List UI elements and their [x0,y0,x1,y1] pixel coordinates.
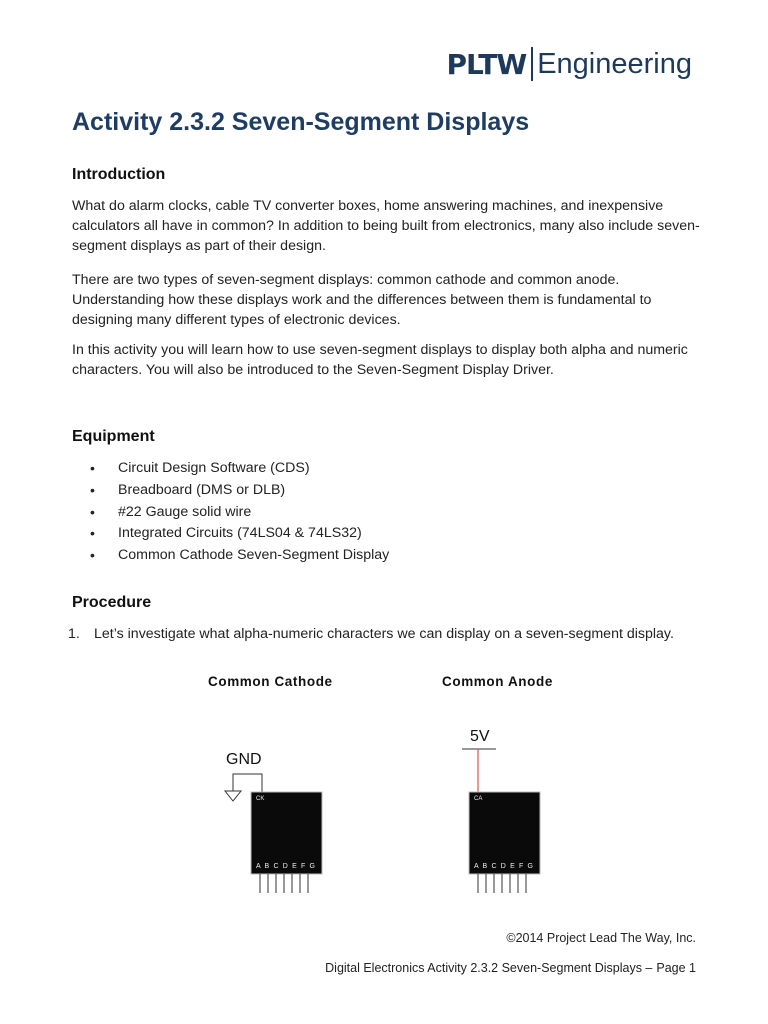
footer-page-line [325,961,696,975]
gnd-wire [233,774,262,793]
step-text: Let’s investigate what alpha-numeric characters we can display on a seven-segment display. [94,626,674,642]
footer-page-number: Page 1 [656,961,696,975]
common-cathode-display [225,751,322,893]
intro-paragraph-3: In this activity you will learn how to use seven-segment displays to display both alpha and numeric characters. You will also be introduced to the Seven-Segment Display Driver. [72,342,688,378]
procedure-heading: Procedure [72,594,152,611]
common-anode-caption: Common Anode [442,674,553,689]
anode-segment-pins [478,874,526,893]
page-title: Activity 2.3.2 Seven-Segment Displays [72,108,530,136]
gnd-label: GND [226,751,262,768]
equipment-item: • Common Cathode Seven-Segment Display [72,545,389,567]
five-volt-label: 5V [470,728,490,745]
cathode-segment-labels: A B C D E F G [256,863,315,870]
cathode-display-body [251,792,322,874]
intro-paragraph-2: There are two types of seven-segment displays: common cathode and common anode. Understanding how these displays work and the differences between them is fundamental to designing many different types of electronic devices. [72,272,652,328]
intro-paragraph-1: What do alarm clocks, cable TV converter boxes, home answering machines, and inexpensive calculators all have in common? In addition to being built from electronics, many also include seven-segment displays as part of their design. [72,198,700,254]
introduction-heading: Introduction [72,166,166,183]
anode-display-body [469,792,540,874]
equipment-item: • #22 Gauge solid wire [72,502,389,524]
cathode-segment-pins [260,874,308,893]
common-anode-display [462,728,540,893]
footer-copyright: ©2014 Project Lead The Way, Inc. [506,931,696,945]
logo-engineering-text: Engineering [537,47,692,80]
ck-pin-label: CK [256,796,265,802]
common-cathode-caption: Common Cathode [208,674,333,689]
equipment-item: • Integrated Circuits (74LS04 & 74LS32) [72,523,389,545]
equipment-item: • Circuit Design Software (CDS) [72,458,389,480]
ground-symbol-icon [225,791,241,801]
footer-course-activity: Digital Electronics Activity 2.3.2 Seven-Segment Displays – [325,961,653,975]
equipment-item: • Breadboard (DMS or DLB) [72,480,389,502]
step-number: 1. [68,626,80,642]
ca-pin-label: CA [474,796,483,802]
anode-segment-labels: A B C D E F G [474,863,533,870]
logo-pltw-text: PLTW [446,47,527,81]
equipment-heading: Equipment [72,428,155,445]
